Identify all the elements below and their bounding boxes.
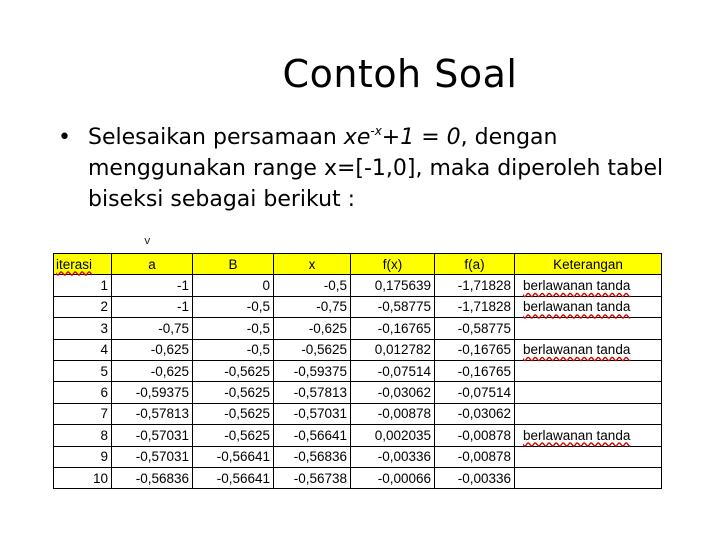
cell-fa: -1,71828 (435, 296, 515, 317)
cell-x: -0,625 (274, 318, 351, 339)
cell-iterasi: 7 (54, 403, 112, 424)
table-row (54, 382, 662, 403)
header-b: B (193, 254, 274, 275)
header-fx: f(x) (351, 254, 435, 275)
header-iterasi-label: iterasi (56, 256, 93, 272)
cell-b: -0,5625 (193, 382, 274, 403)
table-row (54, 339, 662, 360)
header-keterangan: Keterangan (515, 254, 662, 275)
cell-keterangan (515, 403, 662, 424)
equation (344, 125, 461, 150)
cell-fa: -0,07514 (435, 382, 515, 403)
bisection-table (53, 253, 662, 489)
cell-b: -0,56641 (193, 467, 274, 488)
cell-b: -0,56641 (193, 446, 274, 467)
equation-rest: +1 = 0 (381, 125, 461, 150)
keterangan-label: berlawanan tanda (523, 299, 631, 315)
keterangan-label: berlawanan tanda (523, 342, 631, 358)
table-row (54, 425, 662, 446)
bullet-suffix: , dengan menggunakan range x=[-1,0], maka diperoleh tabel biseksi sebagai berikut : (88, 125, 664, 212)
cell-fa: -0,00336 (435, 467, 515, 488)
cell-fa: -1,71828 (435, 275, 515, 296)
table-row (54, 360, 662, 381)
cell-iterasi: 4 (54, 339, 112, 360)
cell-fa: -0,58775 (435, 318, 515, 339)
equation-exponent: -x (370, 124, 382, 138)
cell-x: -0,5625 (274, 339, 351, 360)
cell-x: -0,57031 (274, 403, 351, 424)
cell-keterangan (515, 275, 662, 296)
cell-x: -0,57813 (274, 382, 351, 403)
cell-b: -0,5 (193, 339, 274, 360)
cell-b: 0 (193, 275, 274, 296)
header-iterasi (54, 254, 112, 275)
cell-a: -0,57031 (112, 425, 193, 446)
cell-a: -1 (112, 275, 193, 296)
bullet-paragraph (58, 122, 698, 215)
cell-iterasi: 5 (54, 360, 112, 381)
cell-x: -0,59375 (274, 360, 351, 381)
header-x: x (274, 254, 351, 275)
cell-a: -0,59375 (112, 382, 193, 403)
cell-fa: -0,16765 (435, 339, 515, 360)
cell-a: -0,56836 (112, 467, 193, 488)
table-body (54, 275, 662, 489)
cell-a: -0,57031 (112, 446, 193, 467)
cell-b: -0,5 (193, 318, 274, 339)
cell-fx: -0,00336 (351, 446, 435, 467)
cell-keterangan (515, 446, 662, 467)
cell-keterangan (515, 425, 662, 446)
cell-fx: -0,00878 (351, 403, 435, 424)
cell-x: -0,75 (274, 296, 351, 317)
cell-keterangan (515, 339, 662, 360)
cell-fa: -0,03062 (435, 403, 515, 424)
cell-iterasi: 2 (54, 296, 112, 317)
cell-x: -0,5 (274, 275, 351, 296)
table-row (54, 275, 662, 296)
cell-a: -0,57813 (112, 403, 193, 424)
bullet-dot-icon: • (58, 125, 71, 150)
table-row (54, 446, 662, 467)
stray-mark: v (144, 236, 151, 248)
cell-fa: -0,16765 (435, 360, 515, 381)
bullet-prefix: Selesaikan persamaan (88, 125, 344, 150)
cell-iterasi: 1 (54, 275, 112, 296)
cell-keterangan (515, 318, 662, 339)
cell-x: -0,56641 (274, 425, 351, 446)
keterangan-label: berlawanan tanda (523, 278, 631, 294)
cell-fx: 0,012782 (351, 339, 435, 360)
cell-b: -0,5 (193, 296, 274, 317)
cell-fx: -0,07514 (351, 360, 435, 381)
cell-fa: -0,00878 (435, 425, 515, 446)
cell-iterasi: 10 (54, 467, 112, 488)
table-row (54, 318, 662, 339)
cell-a: -0,625 (112, 339, 193, 360)
table-row (54, 467, 662, 488)
cell-a: -0,75 (112, 318, 193, 339)
cell-iterasi: 9 (54, 446, 112, 467)
cell-fx: 0,002035 (351, 425, 435, 446)
bullet-text (88, 122, 698, 215)
cell-fx: -0,03062 (351, 382, 435, 403)
cell-keterangan (515, 467, 662, 488)
header-fa: f(a) (435, 254, 515, 275)
cell-x: -0,56738 (274, 467, 351, 488)
table-row (54, 403, 662, 424)
cell-keterangan (515, 382, 662, 403)
cell-b: -0,5625 (193, 360, 274, 381)
cell-iterasi: 3 (54, 318, 112, 339)
table-header-row (54, 254, 662, 275)
cell-iterasi: 8 (54, 425, 112, 446)
table-row (54, 296, 662, 317)
cell-fx: -0,00066 (351, 467, 435, 488)
header-a: a (112, 254, 193, 275)
cell-keterangan (515, 296, 662, 317)
slide-title: Contoh Soal (282, 52, 518, 96)
equation-base: xe (343, 125, 371, 150)
cell-iterasi: 6 (54, 382, 112, 403)
cell-fx: -0,16765 (351, 318, 435, 339)
cell-fa: -0,00878 (435, 446, 515, 467)
cell-a: -0,625 (112, 360, 193, 381)
cell-fx: 0,175639 (351, 275, 435, 296)
cell-b: -0,5625 (193, 403, 274, 424)
cell-a: -1 (112, 296, 193, 317)
cell-x: -0,56836 (274, 446, 351, 467)
keterangan-label: berlawanan tanda (523, 427, 631, 443)
cell-b: -0,5625 (193, 425, 274, 446)
cell-fx: -0,58775 (351, 296, 435, 317)
cell-keterangan (515, 360, 662, 381)
